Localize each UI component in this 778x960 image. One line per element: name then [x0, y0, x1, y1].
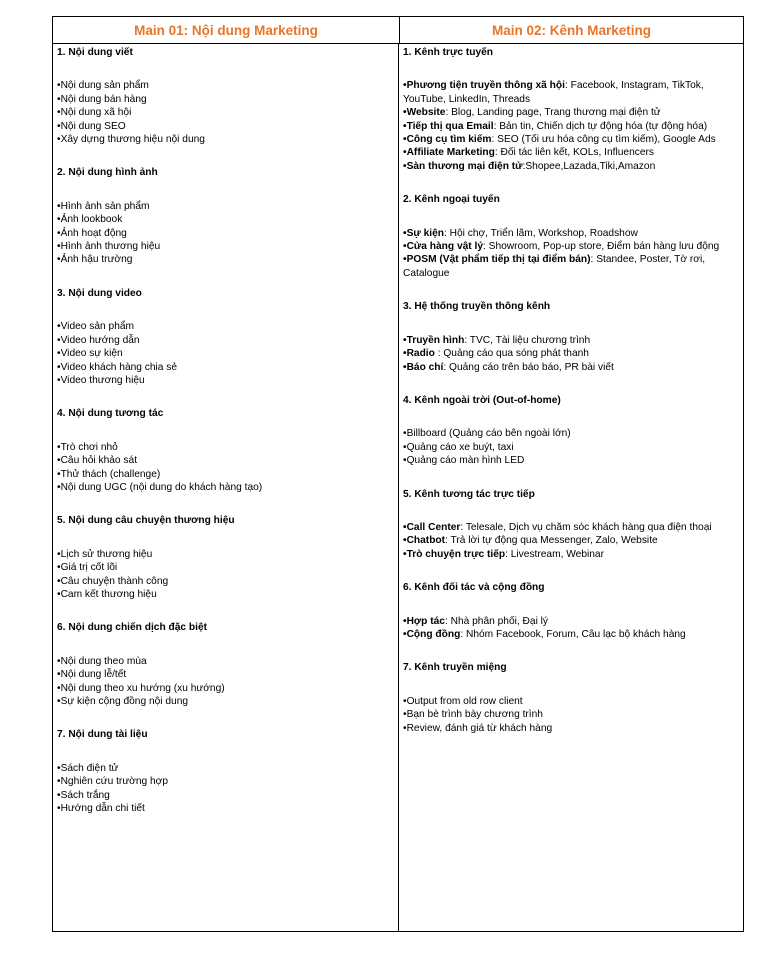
- item-text: : Trả lời tự động qua Messenger, Zalo, Website: [445, 535, 658, 547]
- list-item: •Ảnh lookbook: [57, 214, 123, 226]
- section-title: 3. Nội dung video: [57, 287, 142, 299]
- item-text: •Output from old row client: [403, 695, 523, 707]
- list-item: •Sách điện tử: [57, 762, 119, 774]
- item-text: : Hội chợ, Triển lãm, Workshop, Roadshow: [443, 227, 638, 239]
- item-text: : Quảng cáo trên báo báo, PR bài viết: [443, 361, 614, 373]
- channel-section: [403, 46, 739, 173]
- header-marketing-channels: Main 02: Kênh Marketing: [491, 22, 652, 38]
- list-item: •Video sự kiện: [57, 348, 123, 360]
- section-title: 4. Kênh ngoài trời (Out-of-home): [403, 394, 561, 406]
- item-text: : Quảng cáo qua sóng phát thanh: [434, 348, 589, 360]
- list-item: •Hình ảnh sản phẩm: [57, 200, 150, 212]
- item-text: : Nhóm Facebook, Forum, Câu lạc bộ khách hàng: [460, 628, 686, 640]
- item-text: : Nhà phân phối, Đại lý: [444, 615, 549, 627]
- list-item: •Lịch sử thương hiệu: [57, 548, 153, 560]
- list-item: •Ảnh hoạt động: [57, 227, 127, 239]
- item-label: •Sàn thương mại điện tử: [403, 160, 523, 172]
- section-title: 7. Kênh truyền miệng: [403, 662, 507, 674]
- section-title: 1. Nội dung viết: [57, 47, 133, 58]
- item-label: •Hợp tác: [403, 615, 445, 627]
- list-item: [403, 708, 739, 721]
- list-item: •Nội dung sản phẩm: [57, 80, 149, 92]
- list-item: •Cam kết thương hiệu: [57, 588, 157, 600]
- content-section: [57, 621, 394, 708]
- list-item: [403, 334, 739, 347]
- list-item: •Video thương hiệu: [57, 374, 145, 386]
- list-item: [403, 441, 739, 454]
- content-marketing-column: [53, 44, 399, 931]
- item-label: •Trò chuyện trực tiếp: [403, 548, 506, 560]
- section-title: 2. Kênh ngoại tuyến: [403, 194, 500, 206]
- channel-section: [403, 661, 739, 735]
- list-item: [403, 160, 739, 173]
- item-label: •Chatbot: [403, 535, 446, 547]
- item-label: •POSM (Vật phẩm tiếp thị tại điểm bán): [403, 254, 591, 266]
- item-text: : Facebook, Instagram, TikTok, YouTube, LinkedIn, Threads: [403, 80, 704, 105]
- item-label: •Affiliate Marketing: [403, 147, 495, 159]
- list-item: [403, 361, 739, 374]
- list-item: [403, 722, 739, 735]
- section-title: 1. Kênh trực tuyến: [403, 47, 494, 58]
- list-item: •Sách trắng: [57, 789, 110, 801]
- list-item: [403, 79, 739, 106]
- marketing-table: [52, 16, 744, 932]
- list-item: •Nội dung theo xu hướng (xu hướng): [57, 682, 225, 694]
- list-item: •Nội dung xã hội: [57, 107, 132, 119]
- item-text: •Quảng cáo màn hình LED: [403, 455, 525, 467]
- item-label: •Radio: [403, 348, 435, 360]
- content-section: [57, 46, 394, 146]
- item-label: •Công cụ tìm kiếm: [403, 134, 492, 146]
- item-text: : Bản tin, Chiến dịch tự động hóa (tự động hóa): [493, 120, 708, 132]
- list-item: [403, 240, 739, 253]
- list-item: •Hình ảnh thương hiệu: [57, 241, 161, 253]
- section-title: 6. Nội dung chiến dịch đặc biệt: [57, 622, 207, 634]
- item-text: :Shopee,Lazada,Tiki,Amazon: [522, 160, 656, 172]
- list-item: •Giá trị cốt lõi: [57, 562, 118, 574]
- section-title: 5. Nội dung câu chuyện thương hiệu: [57, 515, 235, 527]
- section-title: 4. Nội dung tương tác: [57, 408, 164, 420]
- marketing-channels-column: [399, 44, 743, 931]
- content-section: [57, 728, 394, 815]
- header-content-marketing: Main 01: Nội dung Marketing: [53, 17, 400, 43]
- item-text: : SEO (Tối ưu hóa công cụ tìm kiếm), Google Ads: [491, 134, 716, 146]
- list-item: [403, 227, 739, 240]
- content-section: [57, 514, 394, 601]
- list-item: [403, 253, 739, 280]
- item-label: •Tiếp thị qua Email: [403, 120, 494, 132]
- section-title: 5. Kênh tương tác trực tiếp: [403, 488, 535, 500]
- item-text: : TVC, Tài liệu chương trình: [464, 334, 591, 346]
- item-text: : Standee, Poster, Tờ rơi, Catalogue: [403, 254, 706, 279]
- item-text: •Quảng cáo xe buýt, taxi: [403, 441, 514, 453]
- section-title: 6. Kênh đối tác và cộng đồng: [403, 582, 545, 594]
- section-title: 3. Hệ thống truyền thông kênh: [403, 301, 551, 313]
- content-section: [57, 166, 394, 266]
- table-header: [53, 17, 743, 44]
- list-item: [403, 534, 739, 547]
- list-item: •Video khách hàng chia sẻ: [57, 361, 178, 373]
- list-item: [403, 146, 739, 159]
- item-label: •Phương tiện truyền thông xã hội: [403, 80, 565, 92]
- list-item: •Nội dung bán hàng: [57, 93, 147, 105]
- list-item: •Nội dung UGC (nội dung do khách hàng tạo): [57, 481, 263, 493]
- list-item: [403, 548, 739, 561]
- item-text: : Telesale, Dịch vụ chăm sóc khách hàng qua điện thoại: [460, 521, 712, 533]
- list-item: •Câu hỏi khảo sát: [57, 455, 138, 467]
- list-item: •Nội dung theo mùa: [57, 655, 147, 667]
- list-item: •Xây dựng thương hiệu nội dung: [57, 134, 205, 146]
- list-item: •Nội dung SEO: [57, 120, 126, 132]
- list-item: •Thử thách (challenge): [57, 468, 161, 480]
- list-item: [403, 347, 739, 360]
- list-item: •Câu chuyện thành công: [57, 575, 169, 587]
- list-item: •Hướng dẫn chi tiết: [57, 803, 145, 815]
- list-item: •Nghiên cứu trường hợp: [57, 776, 168, 788]
- list-item: [403, 695, 739, 708]
- list-item: [403, 454, 739, 467]
- list-item: [403, 628, 739, 641]
- item-text: •Bạn bè trình bày chương trình: [403, 709, 543, 721]
- content-section: [57, 287, 394, 387]
- list-item: [403, 521, 739, 534]
- item-text: •Billboard (Quảng cáo bên ngoài lớn): [403, 428, 571, 440]
- list-item: [403, 427, 739, 440]
- section-title: 7. Nội dung tài liệu: [57, 729, 148, 741]
- list-item: •Ảnh hậu trường: [57, 254, 133, 266]
- item-label: •Sự kiện: [403, 227, 444, 239]
- list-item: [403, 615, 739, 628]
- channel-section: [403, 581, 739, 641]
- list-item: [403, 133, 739, 146]
- channel-section: [403, 300, 739, 374]
- list-item: •Video hướng dẫn: [57, 334, 140, 346]
- list-item: [403, 106, 739, 119]
- item-label: •Cộng đồng: [403, 628, 461, 640]
- channel-section: [403, 488, 739, 562]
- channel-section: [403, 394, 739, 468]
- channel-section: [403, 193, 739, 280]
- item-label: •Call Center: [403, 521, 461, 533]
- list-item: •Sự kiện cộng đồng nội dung: [57, 696, 189, 707]
- content-section: [57, 407, 394, 494]
- item-text: : Livestream, Webinar: [505, 548, 604, 560]
- list-item: •Nội dung lễ/tết: [57, 669, 127, 681]
- item-text: •Review, đánh giá từ khách hàng: [403, 722, 553, 734]
- list-item: [403, 120, 739, 133]
- item-label: •Báo chí: [403, 361, 444, 373]
- table-body: [53, 44, 743, 931]
- item-label: •Truyền hình: [403, 334, 465, 346]
- item-text: : Showroom, Pop-up store, Điểm bán hàng lưu động: [483, 241, 720, 253]
- item-text: : Blog, Landing page, Trang thương mại điện tử: [445, 107, 661, 119]
- list-item: •Trò chơi nhỏ: [57, 441, 118, 453]
- item-text: : Đối tác liên kết, KOLs, Influencers: [494, 147, 654, 159]
- section-title: 2. Nội dung hình ảnh: [57, 167, 158, 179]
- item-label: •Cửa hàng vật lý: [403, 241, 484, 253]
- list-item: •Video sản phẩm: [57, 321, 135, 333]
- item-label: •Website: [403, 107, 446, 119]
